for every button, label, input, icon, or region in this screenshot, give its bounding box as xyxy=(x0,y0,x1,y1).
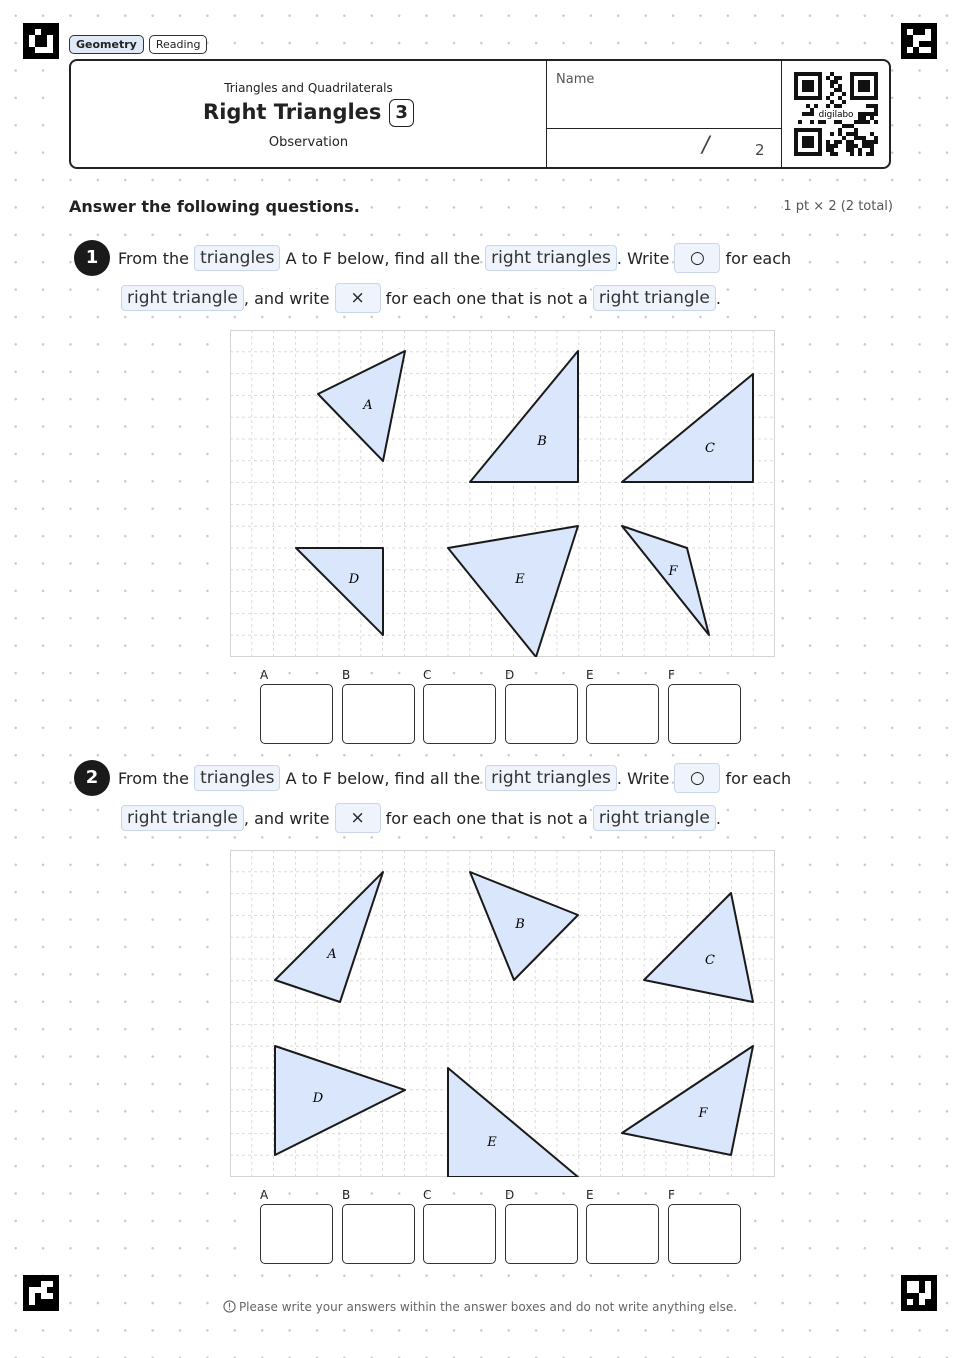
q1-text-e: , and write xyxy=(243,288,330,308)
q2-cross-symbol: × xyxy=(335,803,381,833)
q2-text-a: From the xyxy=(118,768,189,788)
q1-cross-symbol: × xyxy=(335,283,381,313)
q2-answer-label-f: F xyxy=(668,1188,675,1202)
q2-answer-cell-c xyxy=(423,1188,497,1279)
q1-triangle-label-d: D xyxy=(348,572,360,587)
q1-answer-cell-f xyxy=(668,668,742,759)
q1-answer-label-e: E xyxy=(586,668,594,682)
q2-answer-box-f[interactable] xyxy=(668,1204,741,1264)
q1-answer-label-d: D xyxy=(505,668,515,682)
q1-text-f: for each one that is not a xyxy=(385,288,588,308)
q2-answer-label-d: D xyxy=(505,1188,515,1202)
header-title-block xyxy=(71,61,546,167)
q2-answer-box-c[interactable] xyxy=(423,1204,496,1264)
q1-answer-cell-c xyxy=(423,668,497,759)
q1-text-g: . xyxy=(715,288,721,308)
worksheet-title xyxy=(71,99,546,127)
qr-block xyxy=(781,61,890,167)
name-divider xyxy=(547,128,782,129)
q1-keyword-right-triangle-2: right triangle xyxy=(593,285,716,311)
q1-answer-cell-d xyxy=(505,668,579,759)
q2-triangle-label-b: B xyxy=(515,917,525,932)
subject-tags xyxy=(69,35,207,54)
question-2-line-1 xyxy=(118,763,791,793)
qr-text: digilabo xyxy=(818,109,854,120)
worksheet-mode: Observation xyxy=(268,135,349,150)
q2-keyword-right-triangle-2: right triangle xyxy=(593,805,716,831)
score-total: 2 xyxy=(755,141,765,159)
q1-answer-cell-e xyxy=(586,668,660,759)
q1-answer-box-f[interactable] xyxy=(668,684,741,744)
q1-keyword-triangles: triangles xyxy=(194,245,280,271)
q2-triangle-label-f: F xyxy=(698,1106,708,1121)
tag-geometry: Geometry xyxy=(69,35,144,54)
q1-text-a: From the xyxy=(118,248,189,268)
worksheet-number: 3 xyxy=(389,99,414,127)
q1-triangle-label-c: C xyxy=(705,441,715,456)
question-1-answer-row xyxy=(260,668,744,759)
question-2-number: 2 xyxy=(74,760,110,796)
q2-keyword-right-triangle-1: right triangle xyxy=(121,805,244,831)
q1-keyword-right-triangle-1: right triangle xyxy=(121,285,244,311)
q2-answer-cell-a xyxy=(260,1188,334,1279)
info-icon xyxy=(223,1300,236,1313)
q1-answer-cell-a xyxy=(260,668,334,759)
q2-text-d: for each xyxy=(725,768,792,788)
corner-marker-top-left xyxy=(23,23,59,59)
q2-text-c: . Write xyxy=(616,768,670,788)
q1-answer-label-c: C xyxy=(423,668,432,682)
points-info: 1 pt × 2 (2 total) xyxy=(783,199,893,214)
q2-keyword-triangles: triangles xyxy=(194,765,280,791)
q1-triangle-label-e: E xyxy=(515,572,525,587)
q2-answer-label-c: C xyxy=(423,1188,432,1202)
q2-text-g: . xyxy=(715,808,721,828)
q2-answer-cell-d xyxy=(505,1188,579,1279)
q1-text-d: for each xyxy=(725,248,792,268)
q2-answer-label-b: B xyxy=(342,1188,351,1202)
unit-subtitle: Triangles and Quadrilaterals xyxy=(224,81,393,95)
q2-answer-label-e: E xyxy=(586,1188,594,1202)
q2-text-f: for each one that is not a xyxy=(385,808,588,828)
score-slash: / xyxy=(702,133,710,158)
name-score-block xyxy=(546,61,782,167)
corner-marker-top-right xyxy=(901,23,937,59)
q1-triangle-label-f: F xyxy=(668,564,678,579)
tag-reading: Reading xyxy=(149,35,208,54)
q2-answer-cell-f xyxy=(668,1188,742,1279)
q2-answer-box-a[interactable] xyxy=(260,1204,333,1264)
question-2-figure xyxy=(230,850,775,1177)
footer-text: Please write your answers within the answer boxes and do not write anything else. xyxy=(238,1300,738,1314)
q1-answer-box-b[interactable] xyxy=(342,684,415,744)
instructions: Answer the following questions. xyxy=(69,197,364,216)
q1-circle-symbol: ○ xyxy=(674,243,720,273)
name-label: Name xyxy=(556,72,595,87)
q2-text-e: , and write xyxy=(243,808,330,828)
q2-answer-cell-b xyxy=(342,1188,416,1279)
question-1-number: 1 xyxy=(74,240,110,276)
footer-note xyxy=(0,1300,960,1314)
worksheet-header xyxy=(69,59,891,169)
q1-answer-box-a[interactable] xyxy=(260,684,333,744)
q1-answer-cell-b xyxy=(342,668,416,759)
q2-answer-label-a: A xyxy=(260,1188,269,1202)
q1-answer-label-f: F xyxy=(668,668,675,682)
q2-answer-box-b[interactable] xyxy=(342,1204,415,1264)
q2-circle-symbol: ○ xyxy=(674,763,720,793)
q1-text-c: . Write xyxy=(616,248,670,268)
question-2-answer-row xyxy=(260,1188,744,1279)
q2-keyword-right-triangles: right triangles xyxy=(485,765,617,791)
q2-text-b: A to F below, find all the xyxy=(285,768,481,788)
q1-answer-box-d[interactable] xyxy=(505,684,578,744)
q1-answer-box-e[interactable] xyxy=(586,684,659,744)
q1-triangle-label-b: B xyxy=(537,434,547,449)
q2-answer-cell-e xyxy=(586,1188,660,1279)
question-2-line-2 xyxy=(121,803,721,833)
q1-answer-box-c[interactable] xyxy=(423,684,496,744)
q2-triangle-label-a: A xyxy=(327,947,337,962)
q2-triangle-label-d: D xyxy=(312,1091,324,1106)
question-1-line-1 xyxy=(118,243,791,273)
title-text: Right Triangles xyxy=(203,100,382,124)
q2-triangle-label-e: E xyxy=(487,1135,497,1150)
q2-answer-box-e[interactable] xyxy=(586,1204,659,1264)
qr-code-icon xyxy=(794,72,878,156)
q1-keyword-right-triangles: right triangles xyxy=(485,245,617,271)
q1-answer-label-a: A xyxy=(260,668,269,682)
q2-triangle-label-c: C xyxy=(705,953,715,968)
q1-answer-label-b: B xyxy=(342,668,351,682)
q1-triangle-label-a: A xyxy=(363,398,373,413)
q2-answer-box-d[interactable] xyxy=(505,1204,578,1264)
question-1-line-2 xyxy=(121,283,721,313)
question-1-figure xyxy=(230,330,775,657)
q1-text-b: A to F below, find all the xyxy=(285,248,481,268)
